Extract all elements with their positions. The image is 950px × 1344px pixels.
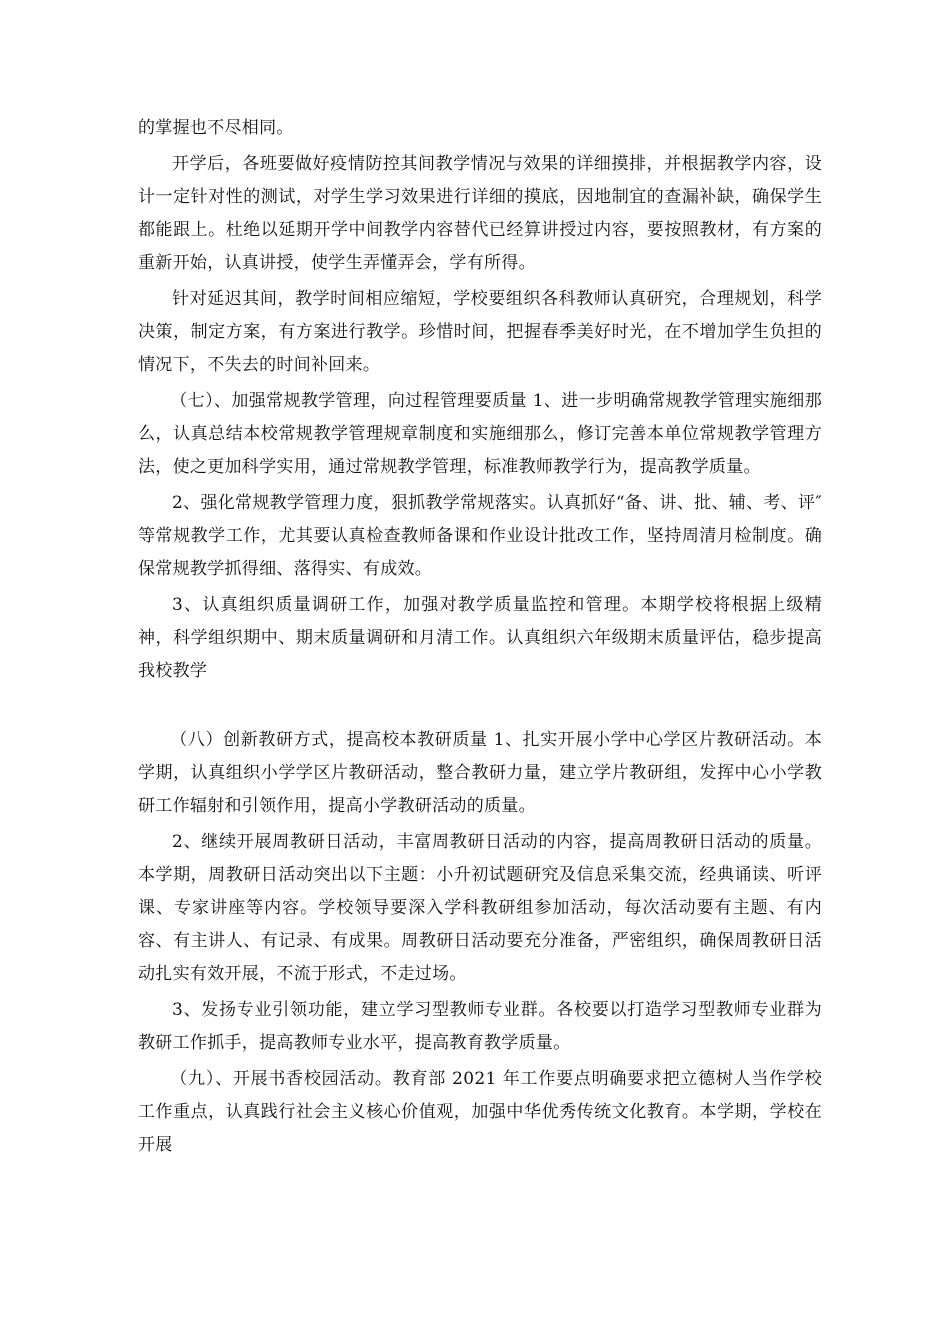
- paragraph-delay-period: 针对延迟其间，教学时间相应缩短，学校要组织各科教师认真研究，合理规划，科学决策，制定方案，有方案进行教学。珍惜时间，把握春季美好时光，在不增加学生负担的情况下，不失去的时间补回来。: [138, 289, 822, 375]
- document-page: [138, 112, 822, 1162]
- paragraph-quality-research: 3、认真组织质量调研工作，加强对教学质量监控和管理。本期学校将根据上级精神，科学组织期中、期末质量调研和月清工作。认真组织六年级期末质量评估，稳步提高我校教学: [138, 595, 822, 681]
- section-nine-paragraph: （九）、开展书香校园活动。教育部 2021 年工作要点明确要求把立德树人当作学校工作重点，认真践行社会主义核心价值观，加强中华优秀传统文化教育。本学期，学校在开展: [138, 1069, 822, 1155]
- section-eight-paragraph: （八）创新教研方式，提高校本教研质量 1、扎实开展小学中心学区片教研活动。本学期，认真组织小学学区片教研活动，整合教研力量，建立学片教研组，发挥中心小学教研工作辐射和引领作用，提高小学教研活动的质量。: [138, 730, 822, 816]
- paragraph-after-school-start: 开学后，各班要做好疫情防控其间教学情况与效果的详细摸排，并根据教学内容，设计一定针对性的测试，对学生学习效果进行详细的摸底，因地制宜的查漏补缺，确保学生都能跟上。杜绝以延期开学中间教学内容替代已经算讲授过内容，要按照教材，有方案的重新开始，认真讲授，使学生弄懂弄会，学有所得。: [138, 154, 822, 273]
- paragraph-routine-management: 2、强化常规教学管理力度，狠抓教学常规落实。认真抓好“备、讲、批、辅、考、评″等常规教学工作，尤其要认真检查教师备课和作业设计批改工作，坚持周清月检制度。确保常规教学抓得细、落得实、有成效。: [138, 493, 822, 579]
- section-seven-paragraph: （七）、加强常规教学管理，向过程管理要质量 1、进一步明确常规教学管理实施细那么，认真总结本校常规教学管理规章制度和实施细那么，修订完善本单位常规教学管理方法，使之更加科学实用，通过常规教学管理，标准教师教学行为，提高教学质量。: [138, 391, 822, 477]
- paragraph-weekly-research-day: 2、继续开展周教研日活动，丰富周教研日活动的内容，提高周教研日活动的质量。本学期，周教研日活动突出以下主题：小升初试题研究及信息采集交流，经典诵读、听评课、专家讲座等内容。学校领导要深入学科教研组参加活动，每次活动要有主题、有内容、有主讲人、有记录、有成果。周教研日活动要充分准备，严密组织，确保周教研日活动扎实有效开展，不流于形式，不走过场。: [138, 832, 822, 984]
- paragraph-professional-group: 3、发扬专业引领功能，建立学习型教师专业群。各校要以打造学习型教师专业群为教研工作抓手，提高教师专业水平，提高教育教学质量。: [138, 1000, 822, 1053]
- paragraph-continuation: 的掌握也不尽相同。: [138, 118, 294, 138]
